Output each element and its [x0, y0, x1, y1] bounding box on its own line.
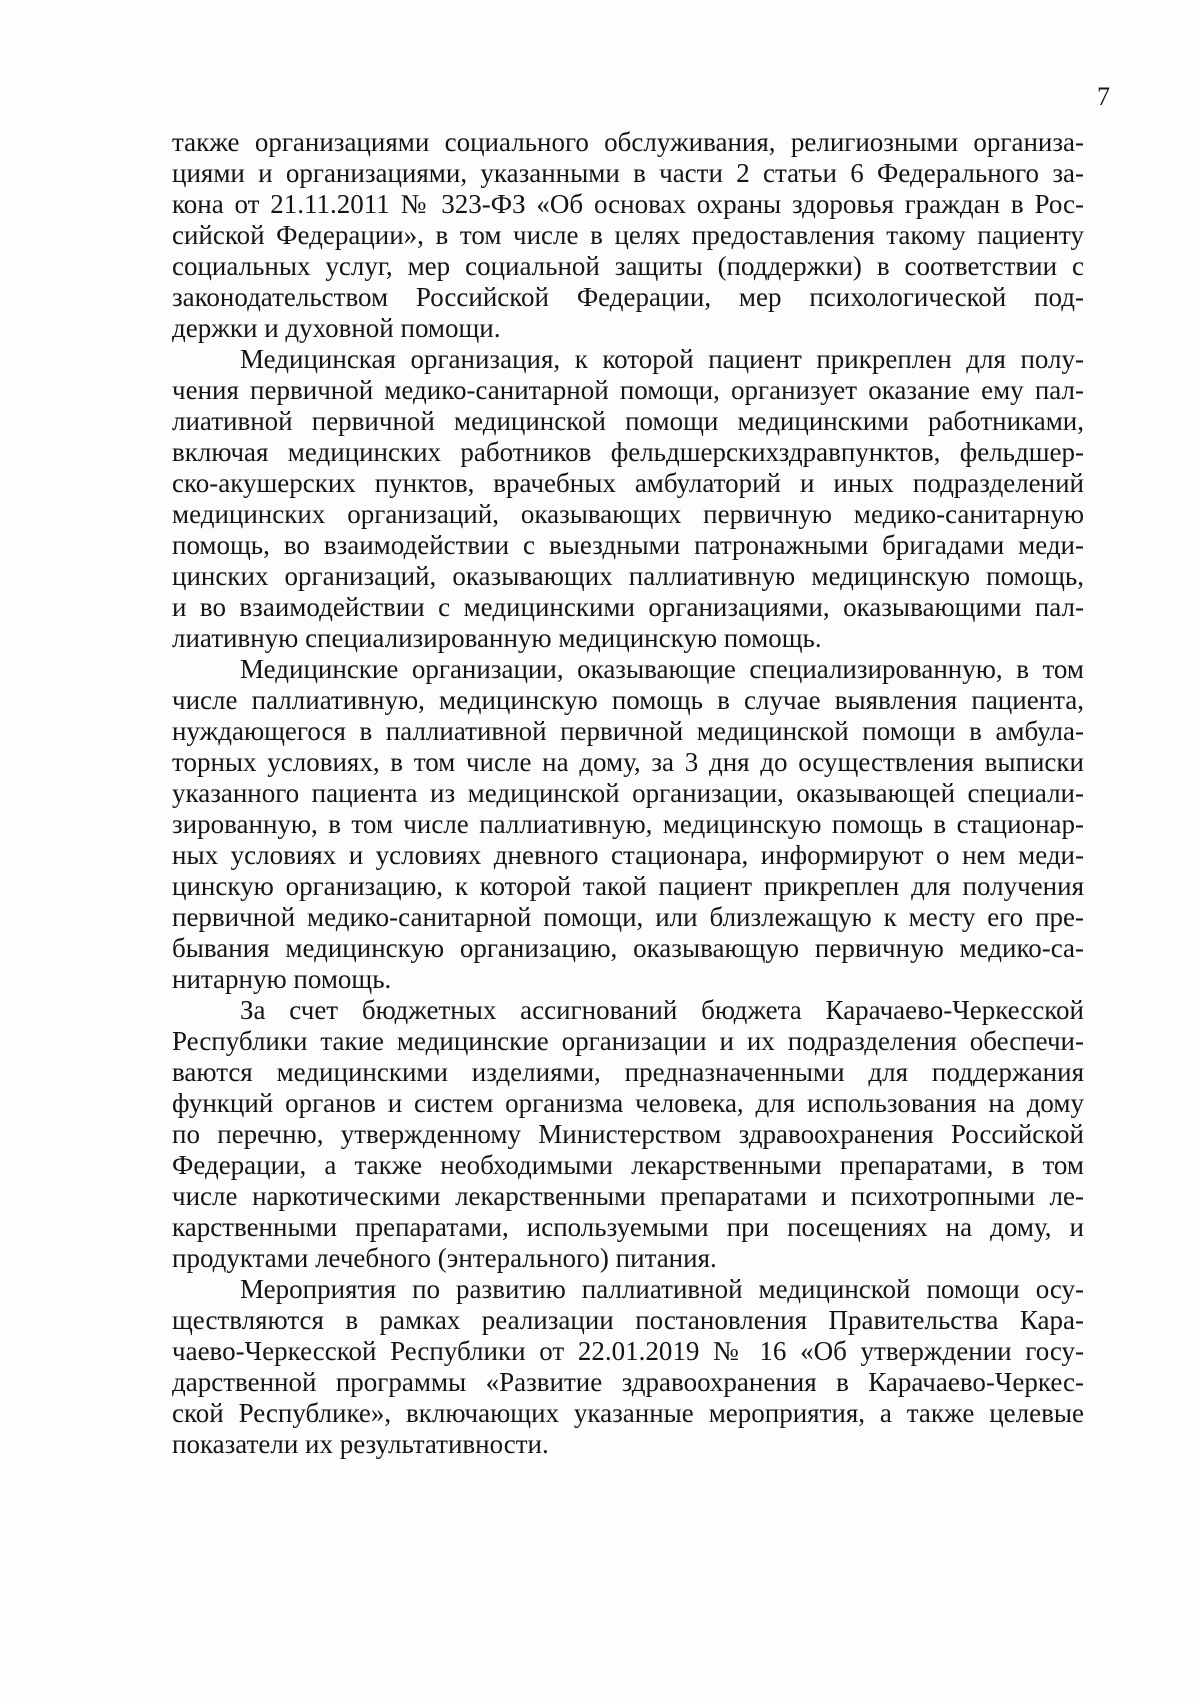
text-line: ской Республике», включающих указанные мероприятия, а также целевые	[172, 1398, 1084, 1428]
text-line: Федерации, а также необходимыми лекарственными препаратами, в том	[172, 1150, 1084, 1180]
text-line: кона от 21.11.2011 № 323-ФЗ «Об основах охраны здоровья граждан в Рос-	[172, 189, 1084, 219]
text-line: ных условиях и условиях дневного стационара, информируют о нем меди-	[172, 840, 1084, 870]
text-line: лиативной первичной медицинской помощи медицинскими работниками,	[172, 406, 1084, 436]
text-line: ваются медицинскими изделиями, предназначенными для поддержания	[172, 1057, 1084, 1087]
text-line: включая медицинских работников фельдшерскихздравпунктов, фельдшер-	[172, 437, 1084, 467]
text-line: первичной медико-санитарной помощи, или близлежащую к месту его пре-	[172, 902, 1084, 932]
text-line: дарственной программы «Развитие здравоохранения в Карачаево-Черкес-	[172, 1367, 1084, 1397]
text-line: За счет бюджетных ассигнований бюджета Карачаево-Черкесской	[240, 995, 1084, 1025]
text-line: Республики такие медицинские организации и их подразделения обеспечи-	[172, 1026, 1084, 1056]
text-line: чаево-Черкесской Республики от 22.01.2019 № 16 «Об утверждении госу-	[172, 1336, 1084, 1366]
text-line: функций органов и систем организма человека, для использования на дому	[172, 1088, 1084, 1118]
text-line: лиативную специализированную медицинскую помощь.	[172, 623, 822, 653]
text-line: ществляются в рамках реализации постановления Правительства Кара-	[172, 1305, 1084, 1335]
text-line: продуктами лечебного (энтерального) питания.	[172, 1243, 717, 1273]
text-line: торных условиях, в том числе на дому, за 3 дня до осуществления выписки	[172, 747, 1084, 777]
text-line: социальных услуг, мер социальной защиты (поддержки) в соответствии с	[172, 251, 1084, 281]
text-line: нуждающегося в паллиативной первичной медицинской помощи в амбула-	[172, 716, 1084, 746]
text-line: помощь, во взаимодействии с выездными патронажными бригадами меди-	[172, 530, 1084, 560]
text-line: циями и организациями, указанными в части 2 статьи 6 Федерального за-	[172, 158, 1084, 188]
document-body	[172, 127, 1084, 1460]
page-number: 7	[1097, 82, 1110, 111]
text-line: цинскую организацию, к которой такой пациент прикреплен для получения	[172, 871, 1084, 901]
text-line: держки и духовной помощи.	[172, 313, 501, 343]
text-line: Медицинские организации, оказывающие специализированную, в том	[240, 654, 1084, 684]
text-line: медицинских организаций, оказывающих первичную медико-санитарную	[172, 499, 1084, 529]
text-line: показатели их результативности.	[172, 1429, 549, 1459]
text-line: законодательством Российской Федерации, мер психологической под-	[172, 282, 1084, 312]
text-line: указанного пациента из медицинской организации, оказывающей специали-	[172, 778, 1084, 808]
paragraph-5	[172, 1274, 1084, 1460]
text-line: числе паллиативную, медицинскую помощь в случае выявления пациента,	[172, 685, 1084, 715]
text-line: цинских организаций, оказывающих паллиативную медицинскую помощь,	[172, 561, 1084, 591]
text-line: зированную, в том числе паллиативную, медицинскую помощь в стационар-	[172, 809, 1084, 839]
text-line: Мероприятия по развитию паллиативной медицинской помощи осу-	[240, 1274, 1084, 1304]
text-line: нитарную помощь.	[172, 964, 392, 994]
paragraph-1	[172, 127, 1084, 344]
text-line: карственными препаратами, используемыми при посещениях на дому, и	[172, 1212, 1084, 1242]
text-line: бывания медицинскую организацию, оказывающую первичную медико-са-	[172, 933, 1084, 963]
text-line: и во взаимодействии с медицинскими организациями, оказывающими пал-	[172, 592, 1084, 622]
paragraph-4	[172, 995, 1084, 1274]
paragraph-2	[172, 344, 1084, 654]
text-line: числе наркотическими лекарственными препаратами и психотропными ле-	[172, 1181, 1084, 1211]
text-line: также организациями социального обслуживания, религиозными организа-	[172, 127, 1084, 157]
paragraph-3	[172, 654, 1084, 995]
text-line: Медицинская организация, к которой пациент прикреплен для полу-	[240, 344, 1084, 374]
text-line: по перечню, утвержденному Министерством здравоохранения Российской	[172, 1119, 1084, 1149]
text-line: ско-акушерских пунктов, врачебных амбулаторий и иных подразделений	[172, 468, 1084, 498]
text-line: чения первичной медико-санитарной помощи, организует оказание ему пал-	[172, 375, 1084, 405]
text-line: сийской Федерации», в том числе в целях предоставления такому пациенту	[172, 220, 1084, 250]
